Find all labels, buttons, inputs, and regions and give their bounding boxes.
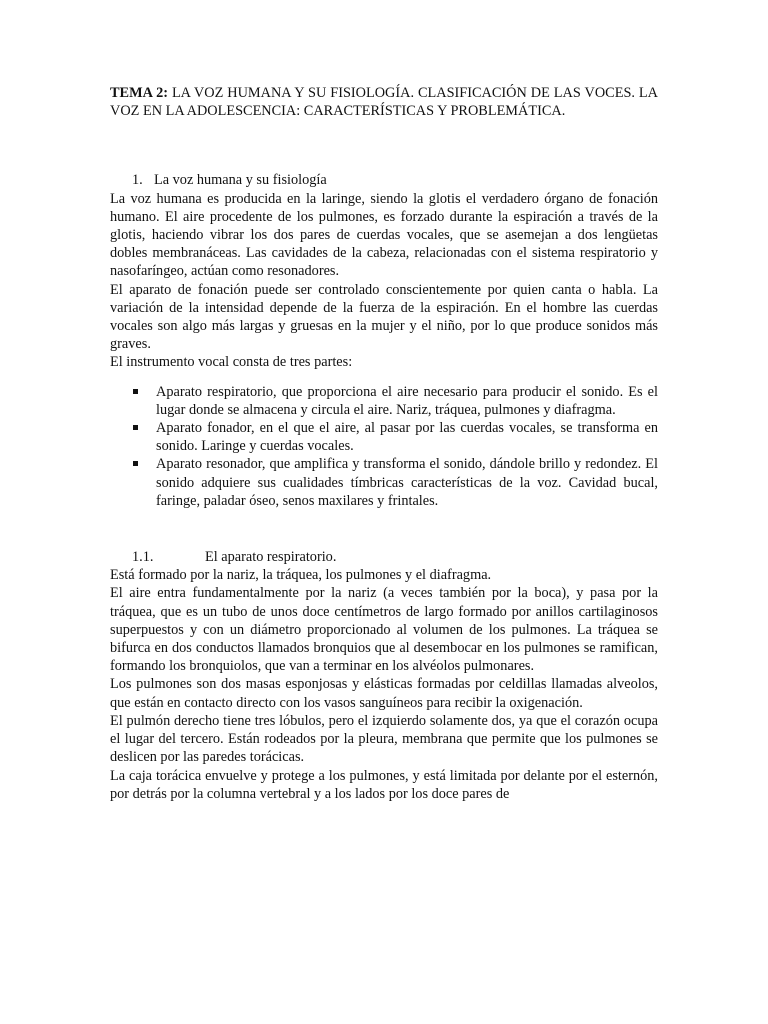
paragraph: El aparato de fonación puede ser controlado conscientemente por quien canta o habla. La variación de la intensidad depende de la fuerza de la espiración. En el hombre las cuerdas vocales son algo más largas y gruesas en la mujer y el niño, por lo que produce sonidos más graves. [110, 281, 658, 353]
paragraph: La voz humana es producida en la laringe, siendo la glotis el verdadero órgano de fonación humano. El aire procedente de los pulmones, es forzado durante la espiración a través de la glotis, haciendo vibrar los dos pares de cuerdas vocales, que se asemejan a dos lengüetas dobles membranáceas. Las cavidades de la cabeza, relacionadas con el sistema respiratorio y nasofaríngeo, actúan como resonadores. [110, 190, 658, 280]
list-item [156, 419, 658, 455]
paragraph: La caja torácica envuelve y protege a los pulmones, y está limitada por delante por el esternón, por detrás por la columna vertebral y a los lados por los doce pares de [110, 767, 658, 802]
list-item-text: Aparato fonador, en el que el aire, al pasar por las cuerdas vocales, se transforma en sonido. Laringe y cuerdas vocales. [156, 420, 658, 455]
section-1-number: 1. [132, 172, 143, 189]
square-bullet-icon [133, 389, 138, 394]
square-bullet-icon [133, 425, 138, 430]
section-1-1-heading [110, 548, 658, 566]
section-1-title: La voz humana y su fisiología [154, 172, 327, 189]
title-label: TEMA 2: [110, 85, 168, 101]
square-bullet-icon [133, 461, 138, 466]
list-item [156, 383, 658, 419]
paragraph: El instrumento vocal consta de tres partes: [110, 354, 353, 371]
section-1-heading [110, 171, 658, 189]
section-1-1-title: El aparato respiratorio. [205, 549, 337, 566]
list-item-text: Aparato resonador, que amplifica y transforma el sonido, dándole brillo y redondez. El sonido adquiere sus cualidades tímbricas características de la voz. Cavidad bucal, faringe, paladar óseo, senos maxilares y frintales. [156, 456, 658, 509]
paragraph: Está formado por la nariz, la tráquea, los pulmones y el diafragma. [110, 567, 492, 584]
document-title [110, 84, 658, 120]
list-item-text: Aparato respiratorio, que proporciona el aire necesario para producir el sonido. Es el lugar donde se almacena y circula el aire. Nariz, tráquea, pulmones y diafragma. [156, 383, 658, 418]
title-text: LA VOZ HUMANA Y SU FISIOLOGÍA. CLASIFICACIÓN DE LAS VOCES. LA VOZ EN LA ADOLESCENCIA: CARACTERÍSTICAS Y PROBLEMÁTICA. [110, 85, 658, 120]
paragraph: El pulmón derecho tiene tres lóbulos, pero el izquierdo solamente dos, ya que el corazón ocupa el lugar del tercero. Están rodeados por la pleura, membrana que permite que los pulmones se deslicen por las paredes torácicas. [110, 712, 658, 766]
section-1-1-number: 1.1. [132, 549, 154, 566]
document-page [110, 84, 658, 803]
bullet-list [110, 383, 658, 510]
paragraph: El aire entra fundamentalmente por la nariz (a veces también por la boca), y pasa por la tráquea, que es un tubo de unos doce centímetros de largo formado por anillos cartilaginosos superpuestos y con un diámetro proporcionado al volumen de los pulmones. La tráquea se bifurca en dos conductos llamados bronquios que al desembocar en los pulmones se ramifican, formando los bronquiolos, que van a terminar en los alvéolos pulmonares. [110, 585, 658, 675]
list-item [156, 455, 658, 510]
paragraph: Los pulmones son dos masas esponjosas y elásticas formadas por celdillas llamadas alveolos, que están en contacto directo con los vasos sanguíneos para recibir la oxigenación. [110, 676, 658, 711]
